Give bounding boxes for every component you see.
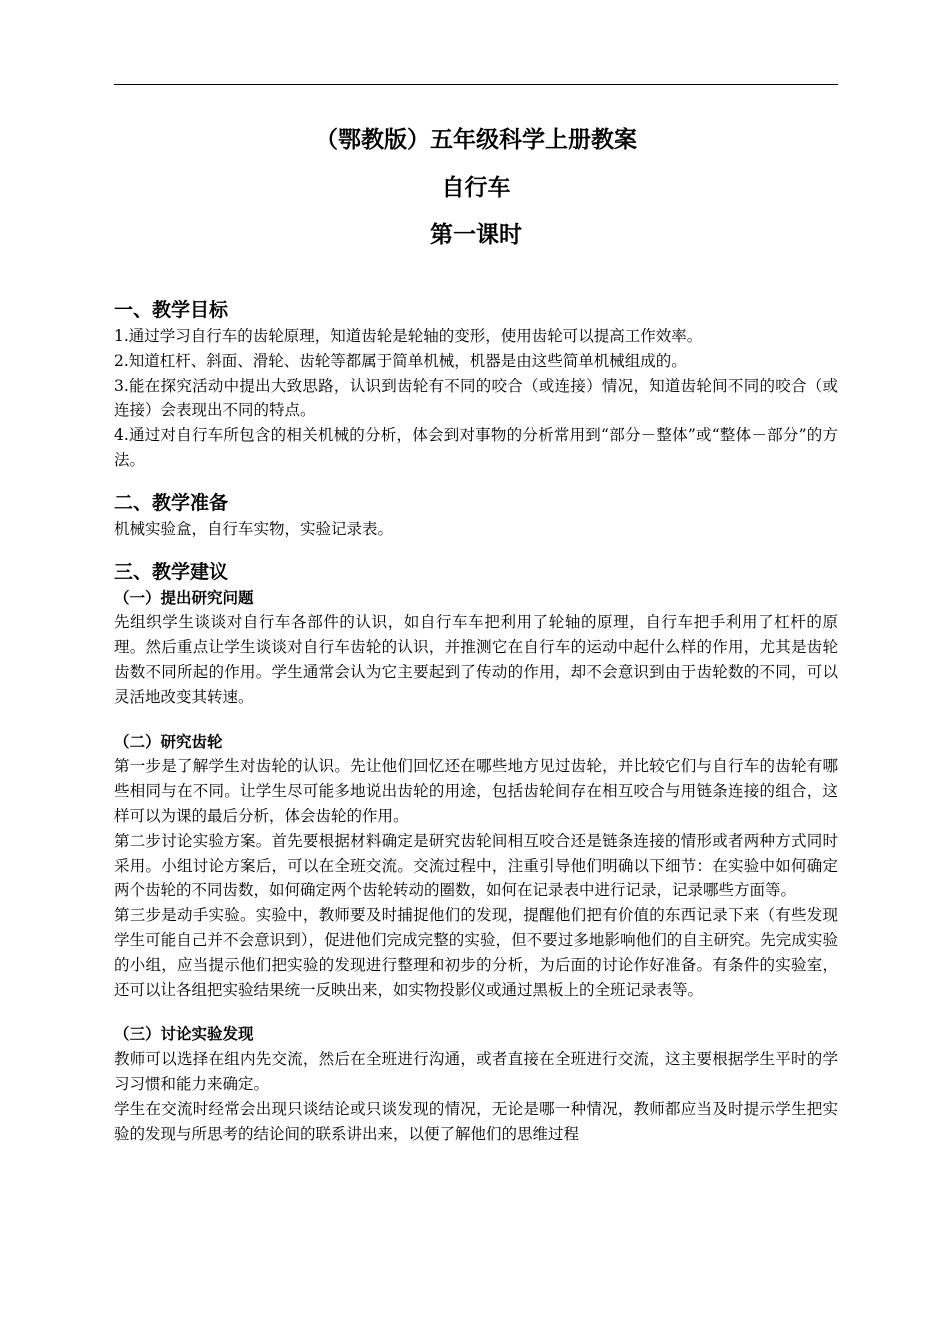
gears-paragraph: 第一步是了解学生对齿轮的认识。先让他们回忆还在哪些地方见过齿轮，并比较它们与自行车的齿轮有哪些相同与在不同。让学生尽可能多地说出齿轮的用途，包括齿轮间存在相互咬合与用链条连接的组合，这样可以为课的最后分析，体会齿轮的作用。 [114, 757, 838, 825]
subsection-heading-questions: （一）提出研究问题 [114, 588, 254, 607]
subsection-heading-discussion: （三）讨论实验发现 [114, 1025, 254, 1044]
header-rule [114, 84, 838, 85]
goal-item: 3.能在探究活动中提出大致思路，认识到齿轮有不同的咬合（或连接）情况，知道齿轮间不同的咬合（或连接）会表现出不同的特点。 [114, 376, 838, 420]
title-block [114, 128, 838, 271]
subsection-heading-gears: （二）研究齿轮 [114, 732, 223, 751]
section-heading-advice: 三、教学建议 [114, 560, 229, 583]
section-heading-goals: 一、教学目标 [114, 299, 229, 321]
document-body [114, 296, 838, 1146]
questions-paragraph: 先组织学生谈谈对自行车各部件的认识，如自行车车把利用了轮轴的原理，自行车把手利用了杠杆的原理。然后重点让学生谈谈对自行车齿轮的认识，并推测它在自行车的运动中起什么样的作用，尤其是齿轮齿数不同所起的作用。学生通常会认为它主要起到了传动的作用，却不会意识到由于齿轮数的不同，可以灵活地改变其转速。 [114, 613, 838, 706]
discussion-paragraph: 教师可以选择在组内先交流，然后在全班进行沟通，或者直接在全班进行交流，这主要根据学生平时的学习习惯和能力来确定。 [114, 1050, 838, 1093]
goal-item: 4.通过对自行车所包含的相关机械的分析，体会到对事物的分析常用到“部分－整体”或“整体－部分”的方法。 [114, 426, 838, 469]
prep-text: 机械实验盒，自行车实物，实验记录表。 [114, 519, 394, 538]
goal-item: 1.通过学习自行车的齿轮原理，知道齿轮是轮轴的变形，使用齿轮可以提高工作效率。 [114, 327, 703, 345]
section-heading-prep: 二、教学准备 [114, 491, 229, 514]
main-title: （鄂教版）五年级科学上册教案 [315, 127, 637, 153]
period-title: 第一课时 [430, 222, 522, 248]
gears-paragraph: 第二步讨论实验方案。首先要根据材料确定是研究齿轮间相互咬合还是链条连接的情形或者两种方式同时采用。小组讨论方案后，可以在全班交流。交流过程中，注重引导他们明确以下细节：在实验中如何确定两个齿轮的不同齿数，如何确定两个齿轮转动的圈数，如何在记录表中进行记录，记录哪些方面等。 [114, 831, 838, 900]
discussion-paragraph: 学生在交流时经常会出现只谈结论或只谈发现的情况，无论是哪一种情况，教师都应当及时提示学生把实验的发现与所思考的结论间的联系讲出来，以便了解他们的思维过程 [114, 1099, 838, 1143]
gears-paragraph: 第三步是动手实验。实验中，教师要及时捕捉他们的发现，提醒他们把有价值的东西记录下来（有些发现学生可能自己并不会意识到），促进他们完成完整的实验，但不要过多地影响他们的自主研究。先完成实验的小组，应当提示他们把实验的发现进行整理和初步的分析，为后面的讨论作好准备。有条件的实验室，还可以让各组把实验结果统一反映出来，如实物投影仪或通过黑板上的全班记录表等。 [114, 906, 838, 999]
lesson-title: 自行车 [441, 174, 511, 201]
goal-item: 2.知道杠杆、斜面、滑轮、齿轮等都属于简单机械，机器是由这些简单机械组成的。 [114, 351, 687, 370]
